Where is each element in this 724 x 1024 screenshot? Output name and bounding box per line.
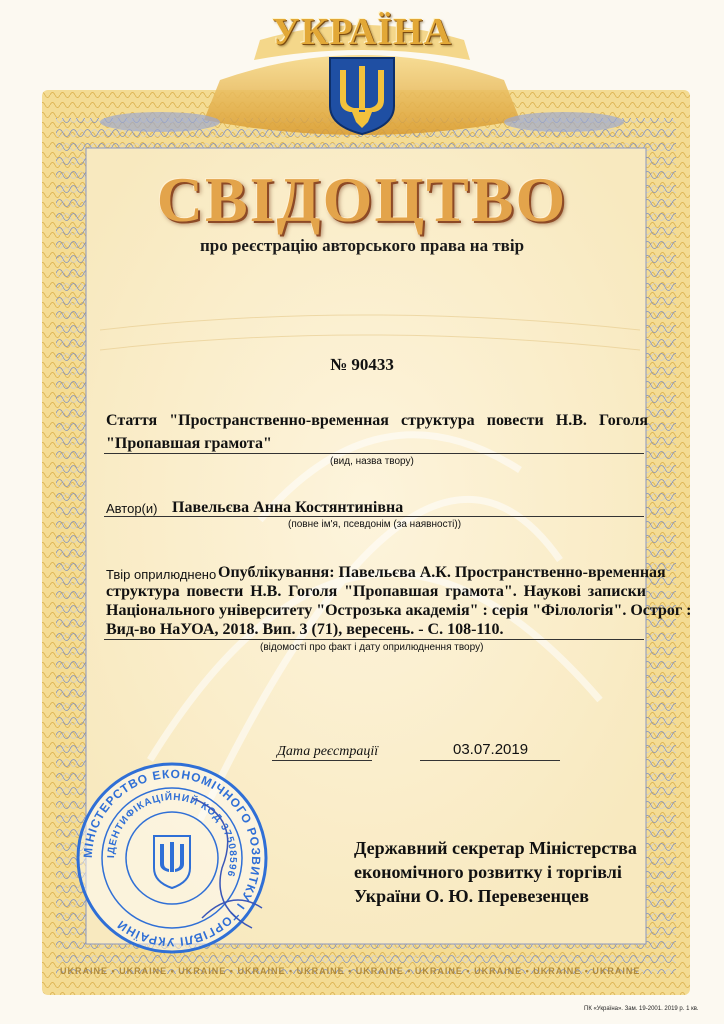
work-word: структура — [401, 412, 475, 429]
stamp-outer-text: МІНІСТЕРСТВО ЕКОНОМІЧНОГО РОЗВИТКУ І ТОРГІВЛІ УКРАЇНИ — [80, 766, 264, 950]
registration-label-underline — [272, 760, 372, 761]
certificate-title: СВІДОЦТВО — [156, 164, 568, 235]
author-name: Павельєва Анна Костянтинівна — [172, 499, 404, 516]
author-caption: (повне ім'я, псевдонім (за наявності)) — [288, 519, 462, 530]
print-footer: ПК «Україна». Зам. 19-2001. 2019 р. 1 кв. — [584, 1006, 699, 1012]
publication-underline — [104, 639, 644, 640]
registration-date-underline — [420, 760, 560, 761]
certificate-subtitle: про реєстрацію авторського права на твір — [199, 236, 525, 255]
stamp-inner-text: ІДЕНТИФІКАЦІЙНИЙ КОД 37508596 — [105, 791, 239, 879]
registration-date: 03.07.2019 — [453, 741, 529, 758]
trident-emblem-icon — [326, 54, 398, 136]
work-title-line-1 — [106, 412, 648, 430]
country-heading: УКРАЇНА — [271, 11, 453, 53]
border-microtext: UKRAINE • UKRAINE • UKRAINE • UKRAINE • UKRAINE • UKRAINE • UKRAINE • UKRAINE • UKRAINE • UKRAINE — [60, 966, 641, 976]
signatory-line: Державний секретар Міністерства — [354, 838, 637, 858]
work-title-underline — [104, 453, 644, 454]
work-word: Н.В. — [555, 412, 587, 429]
publication-line-3: Національного університету "Острозька академія" : серія "Філологія". Острог : — [106, 602, 692, 619]
official-stamp — [72, 758, 272, 958]
author-underline — [104, 516, 644, 517]
work-title-line-2: "Пропавшая грамота" — [106, 435, 272, 452]
publication-line-2: структура повести Н.В. Гоголя "Пропавшая грамота". Наукові записки — [106, 583, 646, 600]
work-word: "Пространственно-временная — [169, 412, 389, 429]
publication-line-4: Вид-во НаУОА, 2018. Вип. 3 (71), вересень. - С. 108-110. — [106, 621, 504, 638]
publication-label: Твір оприлюднено — [106, 567, 217, 582]
work-word: Гоголя — [599, 412, 649, 429]
publication-line-1: Опублікування: Павельєва А.К. Пространственно-временная — [218, 564, 666, 581]
work-caption: (вид, назва твору) — [330, 456, 414, 467]
work-word: повести — [486, 412, 544, 429]
registration-date-label: Дата реєстрації — [277, 744, 379, 759]
author-label: Автор(и) — [106, 501, 158, 516]
signatory-line: України О. Ю. Перевезенцев — [354, 886, 590, 906]
certificate-number: № 90433 — [330, 355, 394, 374]
work-word: Стаття — [106, 412, 158, 429]
publication-caption: (відомості про факт і дату оприлюднення твору) — [260, 642, 484, 653]
signatory-block — [354, 836, 637, 908]
signatory-line: економічного розвитку і торгівлі — [354, 862, 622, 882]
